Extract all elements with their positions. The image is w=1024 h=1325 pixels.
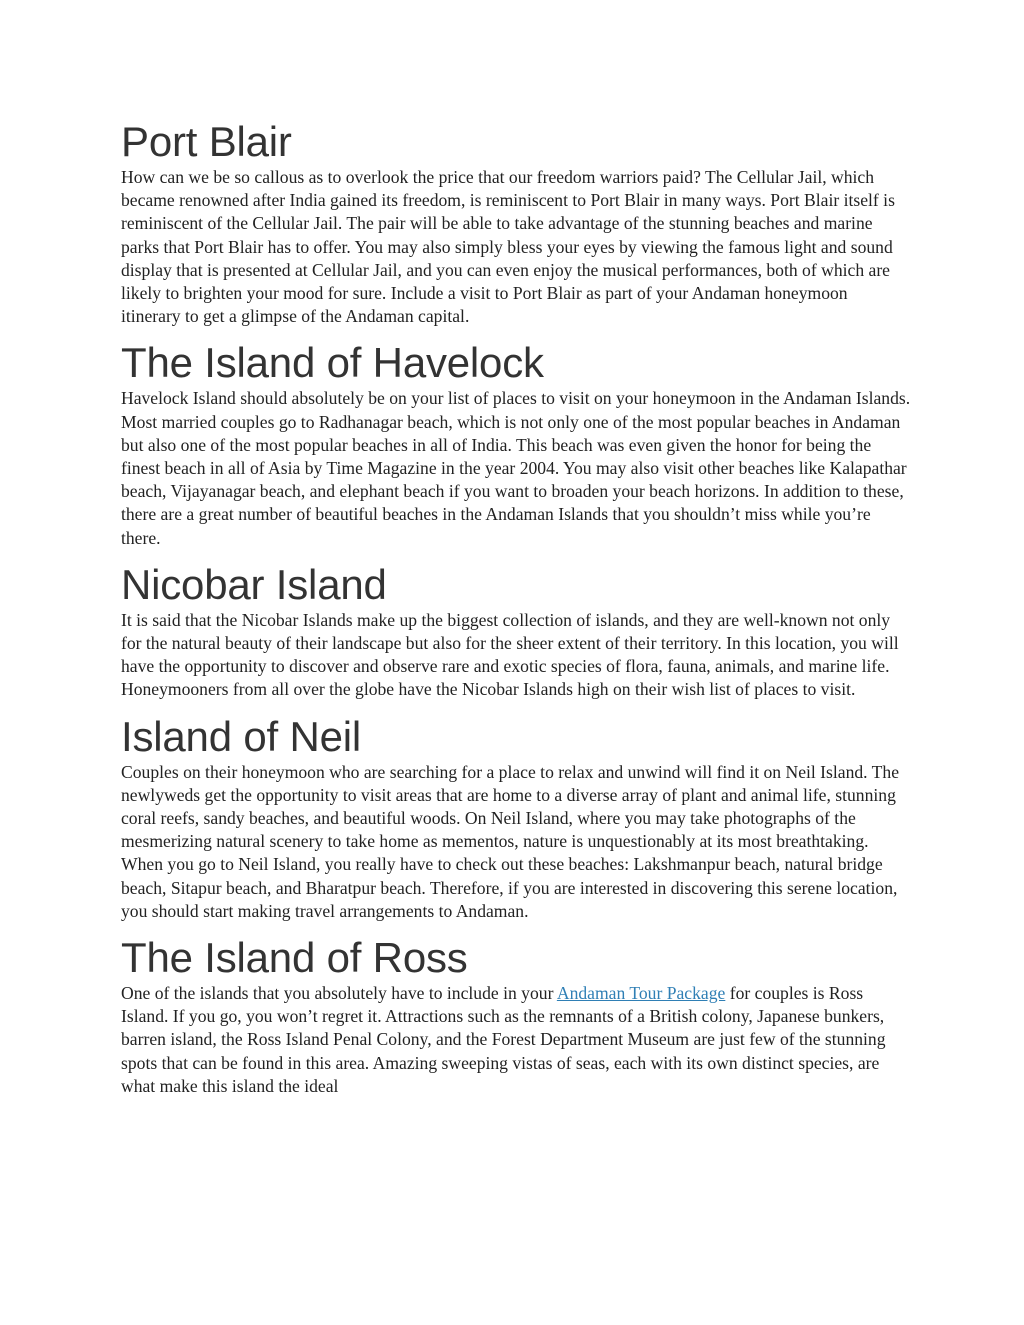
section-heading: Nicobar Island xyxy=(121,560,387,608)
section-body xyxy=(121,982,911,1098)
andaman-tour-package-link[interactable]: Andaman Tour Package xyxy=(556,983,726,1004)
section-body: Havelock Island should absolutely be on your list of places to visit on your honeymoon in the Andaman Islands. Most married couples go to Radhanagar beach, which is not only one of the most popular beaches in Andaman but also one of the most popular beaches in all of India. This beach was even given the honor for being the finest beach in all of Asia by Time Magazine in the year 2004. You may also visit other beaches like Kalapathar beach, Vijayanagar beach, and elephant beach if you want to broaden your beach horizons. In addition to these, there are a great number of beautiful beaches in the Andaman Islands that you shouldn’t miss while you’re there. xyxy=(121,388,911,548)
body-text-after-link: for couples is Ross Island. If you go, you won’t regret it. Attractions such as the remnants of a British colony, Japanese bunkers, barren island, the Ross Island Penal Colony, and the Forest Department Museum are just few of the stunning spots that can be found in this area. Amazing sweeping vistas of seas, each with its own distinct species, are what make this island the ideal xyxy=(121,983,886,1096)
section-body: It is said that the Nicobar Islands make up the biggest collection of islands, and they are well-known not only for the natural beauty of their landscape but also for the sheer extent of their territory. In this location, you will have the opportunity to discover and observe rare and exotic species of flora, fauna, animals, and marine life. Honeymooners from all over the globe have the Nicobar Islands high on their wish list of places to visit. xyxy=(121,609,899,700)
section-heading: The Island of Havelock xyxy=(121,339,544,387)
section-nicobar xyxy=(121,561,911,702)
section-ross xyxy=(121,934,911,1098)
document-page xyxy=(121,118,911,1098)
section-heading: The Island of Ross xyxy=(121,934,468,982)
section-havelock xyxy=(121,339,911,549)
body-text-before-link: One of the islands that you absolutely have to include in your xyxy=(121,983,557,1004)
section-heading: Port Blair xyxy=(121,118,292,165)
section-body: Couples on their honeymoon who are searching for a place to relax and unwind will find it on Neil Island. The newlyweds get the opportunity to visit areas that are home to a diverse array of plant and animal life, stunning coral reefs, sandy beaches, and beautiful woods. On Neil Island, where you may take photographs of the mesmerizing natural scenery to take home as mementos, nature is unquestionably at its most breathtaking. When you go to Neil Island, you really have to check out these beaches: Lakshmanpur beach, natural bridge beach, Sitapur beach, and Bharatpur beach. Therefore, if you are interested in discovering this serene location, you should start making travel arrangements to Andaman. xyxy=(121,761,899,921)
section-port-blair xyxy=(121,118,911,328)
section-heading: Island of Neil xyxy=(121,712,361,760)
section-neil xyxy=(121,713,911,923)
section-body: How can we be so callous as to overlook the price that our freedom warriors paid? The Cellular Jail, which became renowned after India gained its freedom, is reminiscent to Port Blair in many ways. Port Blair itself is reminiscent of the Cellular Jail. The pair will be able to take advantage of the stunning beaches and marine parks that Port Blair has to offer. You may also simply bless your eyes by viewing the famous light and sound display that is presented at Cellular Jail, and you can even enjoy the musical performances, both of which are likely to brighten your mood for sure. Include a visit to Port Blair as part of your Andaman honeymoon itinerary to get a glimpse of the Andaman capital. xyxy=(121,167,895,327)
